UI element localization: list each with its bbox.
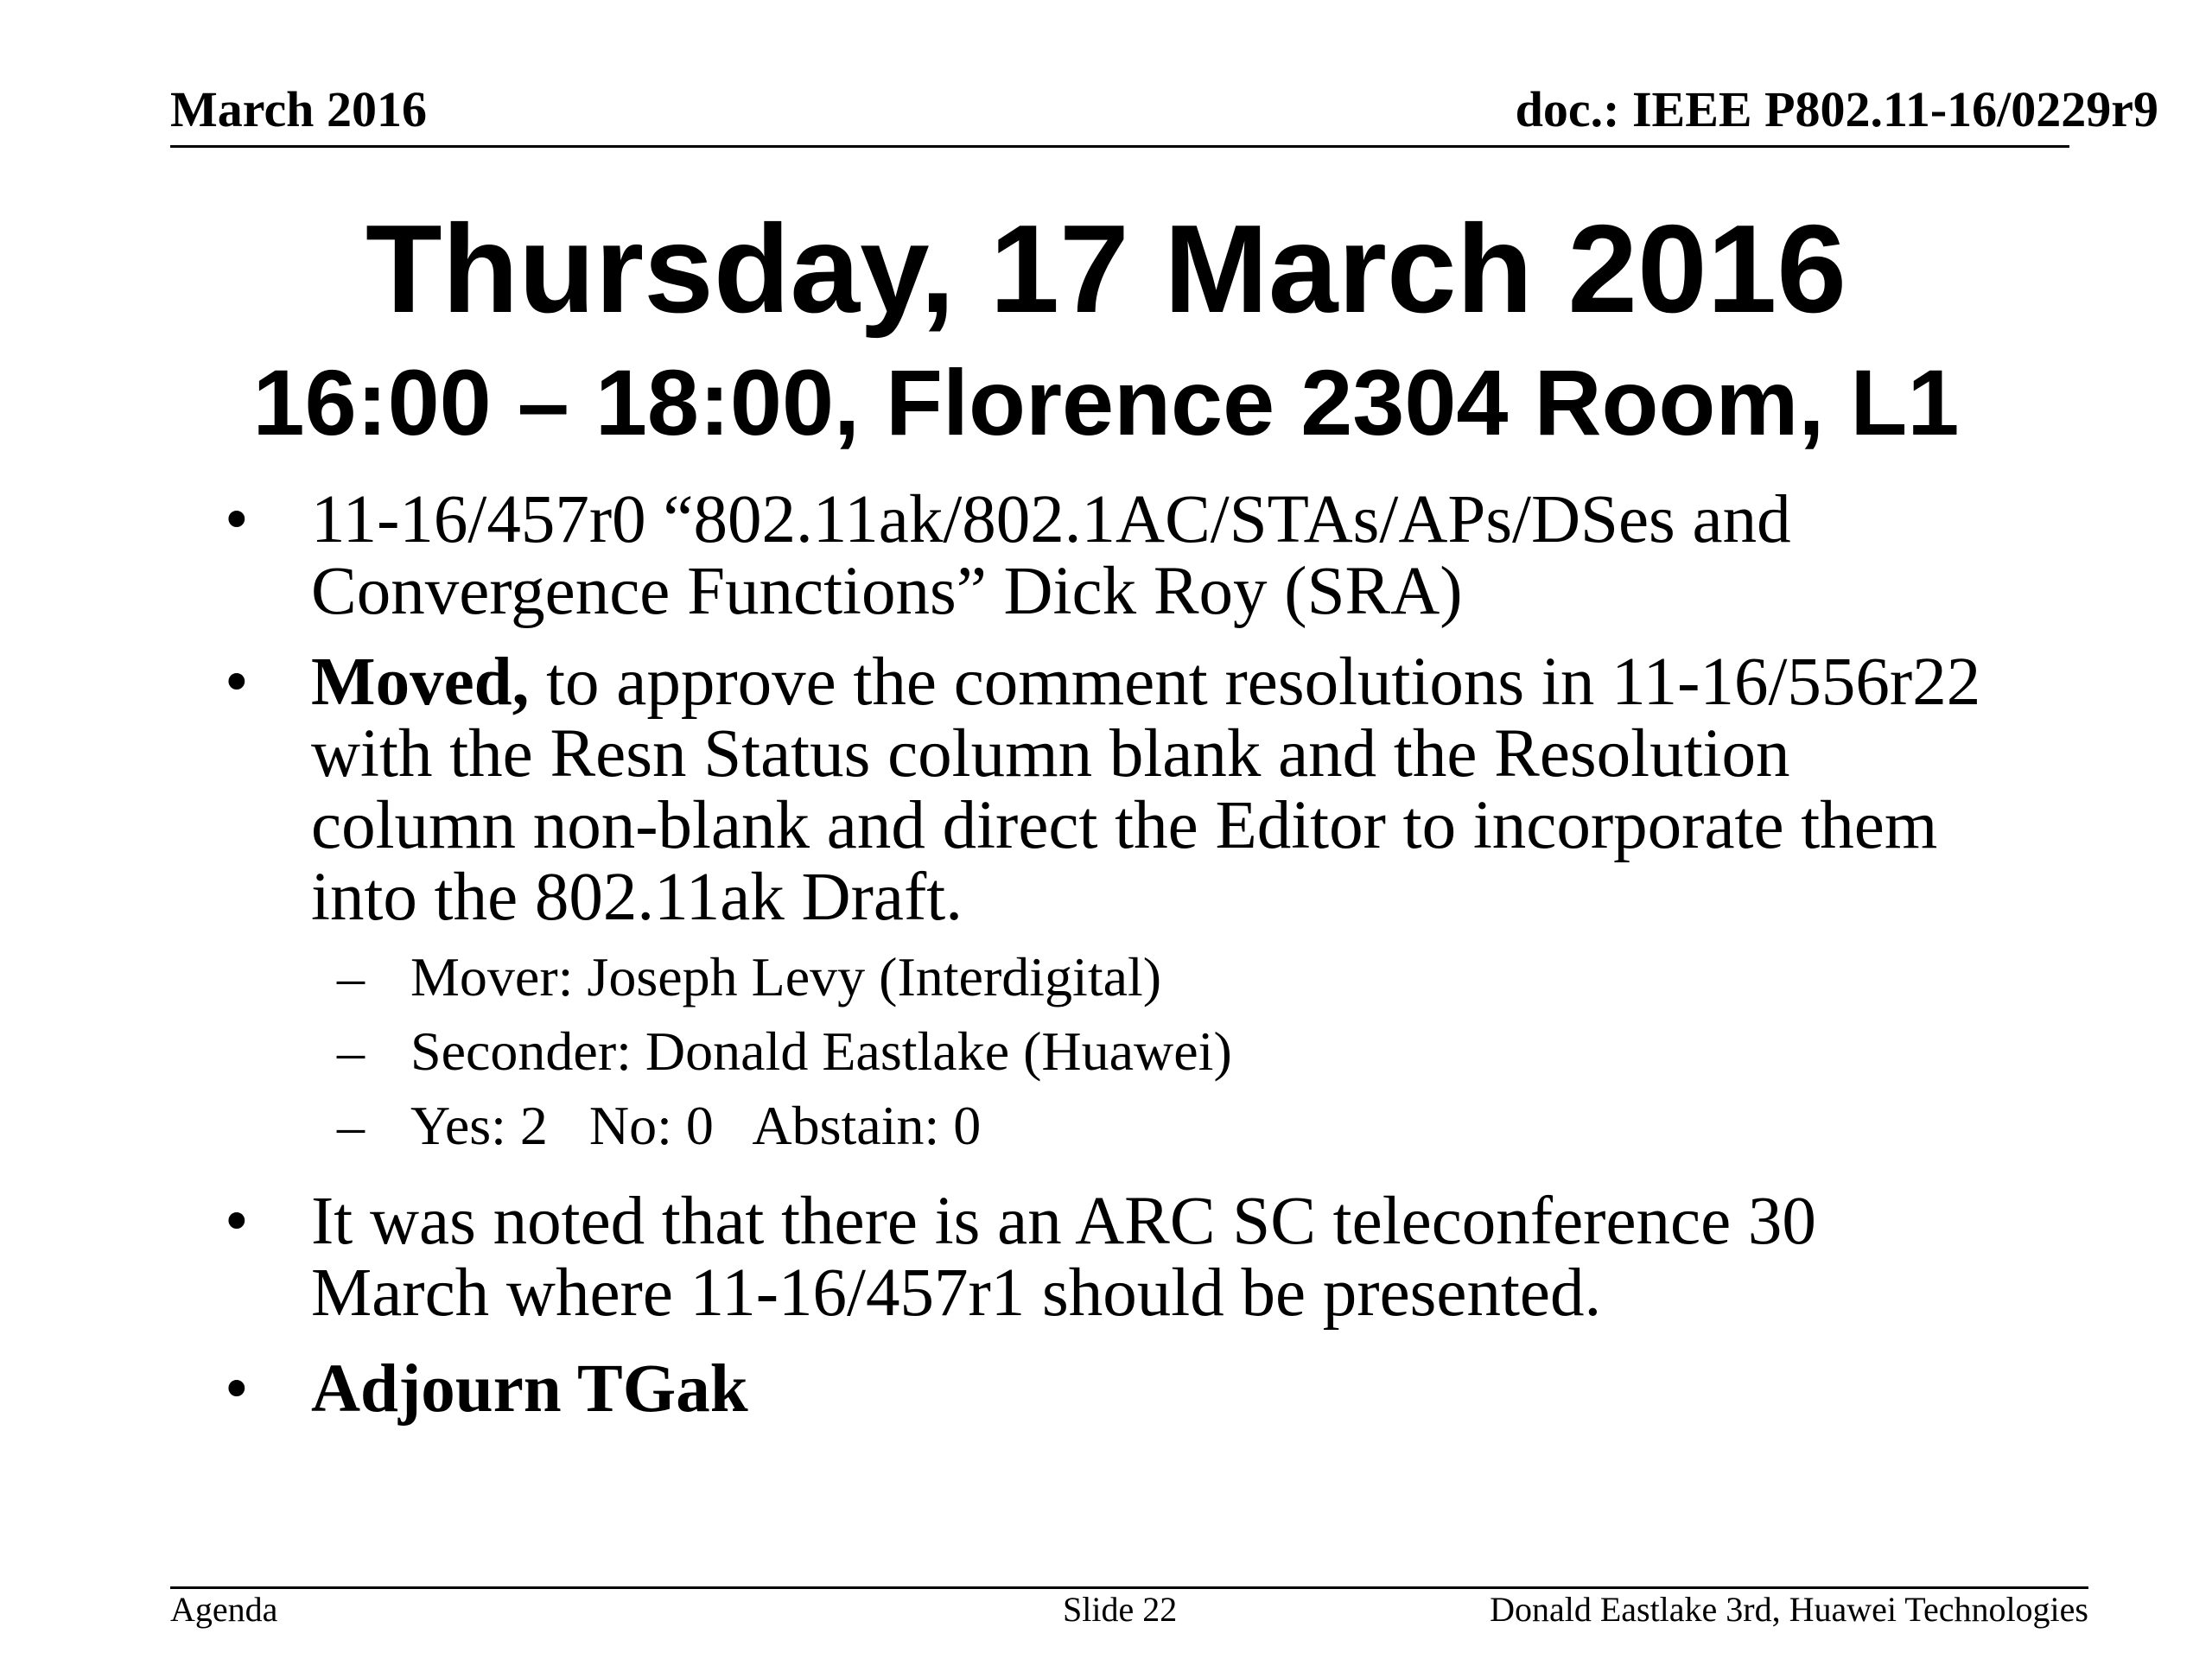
- bullet-bold-text: Adjourn TGak: [311, 1351, 748, 1427]
- sub-item-vote-count: [225, 1089, 2005, 1163]
- slide-body: [225, 484, 2005, 1425]
- header-date: March 2016: [170, 81, 427, 137]
- sub-item-mover: [225, 940, 2005, 1014]
- vote-details: [225, 940, 2005, 1163]
- footer-slide-number: Slide 22: [1063, 1590, 1178, 1629]
- bullet-item-1: [225, 484, 2005, 627]
- bullet-item-2: [225, 646, 2005, 933]
- bullet-icon: •: [225, 1184, 249, 1259]
- bullet-text: 11-16/457r0 “802.11ak/802.1AC/STAs/APs/DSes and Convergence Functions” Dick Roy (SRA): [311, 482, 1791, 629]
- sub-item-text: Yes: 2 No: 0 Abstain: 0: [410, 1095, 982, 1156]
- bullet-icon: •: [225, 645, 249, 720]
- bullet-icon: •: [225, 1351, 249, 1427]
- slide-title: Thursday, 17 March 2016: [365, 199, 1847, 339]
- bullet-text: to approve the comment resolutions in 11-16/556r22 with the Resn Status column blank and the Resolution column non-blank and direct the Editor to incorporate them into the 802.11ak Draft.: [311, 645, 1981, 935]
- bullet-text: It was noted that there is an ARC SC teleconference 30 March where 11-16/457r1 should be presented.: [311, 1184, 1816, 1331]
- footer-section: Agenda: [170, 1590, 278, 1629]
- dash-icon: –: [337, 1095, 365, 1156]
- sub-item-seconder: [225, 1014, 2005, 1089]
- sub-item-text: Mover: Joseph Levy (Interdigital): [410, 946, 1162, 1007]
- sub-item-text: Seconder: Donald Eastlake (Huawei): [410, 1020, 1232, 1082]
- header-doc-id: doc.: IEEE P802.11-16/0229r9: [1515, 81, 2158, 137]
- slide-subtitle: 16:00 – 18:00, Florence 2304 Room, L1: [252, 350, 1960, 454]
- bullet-icon: •: [225, 482, 249, 557]
- dash-icon: –: [337, 1020, 365, 1082]
- dash-icon: –: [337, 946, 365, 1007]
- bullet-item-4: [225, 1353, 2005, 1425]
- bullet-bold-prefix: Moved,: [311, 645, 530, 720]
- bullet-item-3: [225, 1185, 2005, 1329]
- header-divider: [170, 145, 2069, 148]
- footer-divider: [170, 1586, 2088, 1589]
- footer-author: Donald Eastlake 3rd, Huawei Technologies: [1490, 1590, 2088, 1629]
